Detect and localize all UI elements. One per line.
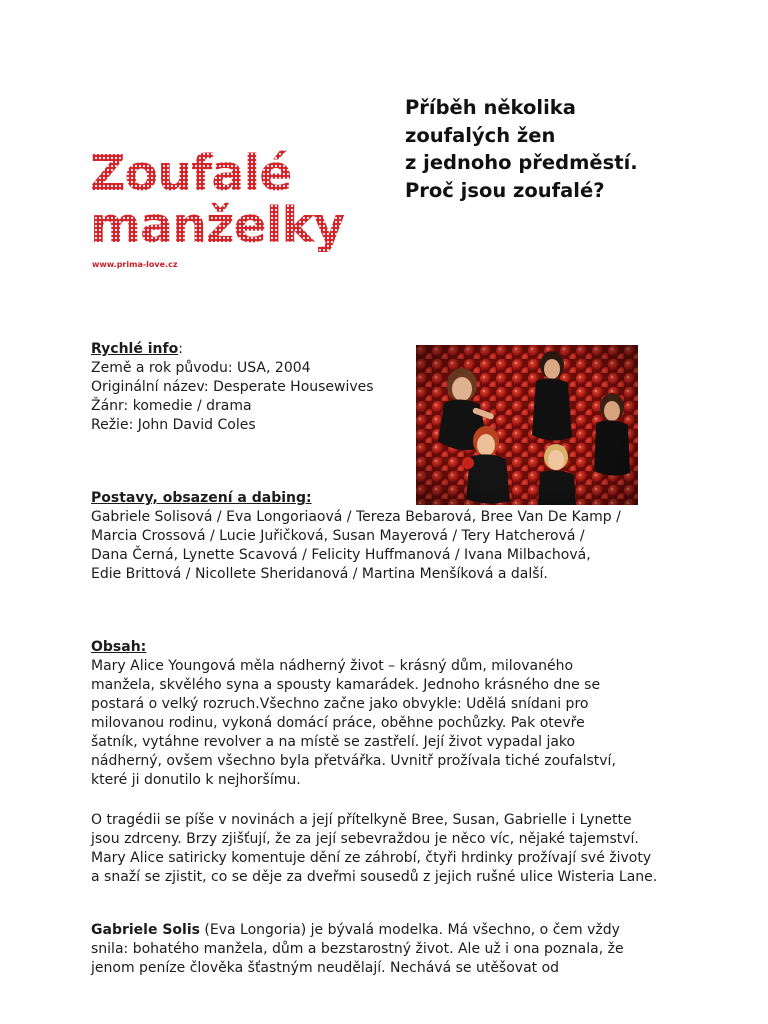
cast-line: Gabriele Solisová / Eva Longoriaová / Tereza Bebarová, Bree Van De Kamp / — [91, 509, 621, 525]
logo-line-1: Zoufalé — [90, 145, 292, 202]
tagline-line: z jednoho předměstí. — [405, 151, 638, 174]
content-p2-line: jsou zdrceny. Brzy zjišťují, že za její sebevraždou je něco víc, nějaké tajemství. — [91, 831, 639, 847]
content-p3-line: snila: bohatého manžela, dům a bezstarostný život. Ale už i ona poznala, že — [91, 941, 624, 957]
content-p1-line: které ji donutilo k nejhoršímu. — [91, 772, 301, 788]
quick-info-section — [91, 340, 681, 435]
content-p1-line: manžela, skvělého syna a spousty kamarádek. Jednoho krásného dne se — [91, 677, 601, 693]
quick-info-country: Země a rok původu: USA, 2004 — [91, 360, 311, 376]
content-paragraph-3 — [91, 921, 681, 978]
quick-info-original-title: Originální název: Desperate Housewives — [91, 379, 374, 395]
logo-title — [90, 145, 345, 254]
content-p3-first-rest: (Eva Longoria) je bývalá modelka. Má všechno, o čem vždy — [199, 922, 620, 938]
cast-line: Marcia Crossová / Lucie Juřičková, Susan Mayerová / Tery Hatcherová / — [91, 528, 585, 544]
quick-info-genre: Žánr: komedie / drama — [91, 398, 252, 414]
content-p2-line: O tragédii se píše v novinách a její přítelkyně Bree, Susan, Gabrielle i Lynette — [91, 812, 632, 828]
quick-info-heading-line — [91, 340, 681, 359]
quick-info-heading-colon: : — [178, 341, 183, 357]
content-section — [91, 638, 681, 790]
content-p2-line: a snaží se zjistit, co se děje za dveřmi sousedů z jejich rušné ulice Wisteria Lane. — [91, 869, 658, 885]
content-p3-line: jenom peníze člověka šťastným neudělají. Nechává se utěšovat od — [91, 960, 560, 976]
content-p1-line: postará o velký rozruch.Všechno začne jako obvykle: Udělá snídani pro — [91, 696, 589, 712]
content-paragraph-2 — [91, 811, 681, 887]
tagline — [405, 94, 638, 204]
cast-line: Edie Brittová / Nicollete Sheridanová / Martina Menšíková a další. — [91, 566, 548, 582]
cast-section — [91, 489, 681, 584]
content-p3-first-line — [91, 921, 681, 940]
character-name-gabriele: Gabriele Solis — [91, 922, 200, 938]
tagline-line: Proč jsou zoufalé? — [405, 178, 605, 202]
content-p2-line: Mary Alice satiricky komentuje dění ze záhrobí, čtyři hrdinky prožívají své životy — [91, 850, 652, 866]
cast-heading: Postavy, obsazení a dabing: — [91, 490, 312, 506]
content-heading: Obsah: — [91, 639, 147, 655]
tagline-line: Příběh několika — [405, 96, 576, 119]
quick-info-heading: Rychlé info — [91, 341, 179, 357]
cast-line: Dana Černá, Lynette Scavová / Felicity Huffmanová / Ivana Milbachová, — [91, 547, 591, 563]
tagline-line: zoufalých žen — [405, 123, 556, 147]
logo-url: www.prima-love.cz — [92, 260, 178, 269]
content-p1-line: šatník, vytáhne revolver a na místě se zastřelí. Její život vypadal jako — [91, 734, 576, 750]
content-p1-line: Mary Alice Youngová měla nádherný život – krásný dům, milovaného — [91, 658, 574, 674]
logo-line-2: manželky — [90, 197, 345, 254]
quick-info-director: Režie: John David Coles — [91, 417, 256, 433]
content-p1-line: nádherný, ovšem všechno byla přetvářka. Uvnitř prožívala tiché zoufalství, — [91, 753, 616, 769]
content-p1-line: milovanou rodinu, vykoná domácí práce, oběhne pochůzky. Pak otevře — [91, 715, 585, 731]
